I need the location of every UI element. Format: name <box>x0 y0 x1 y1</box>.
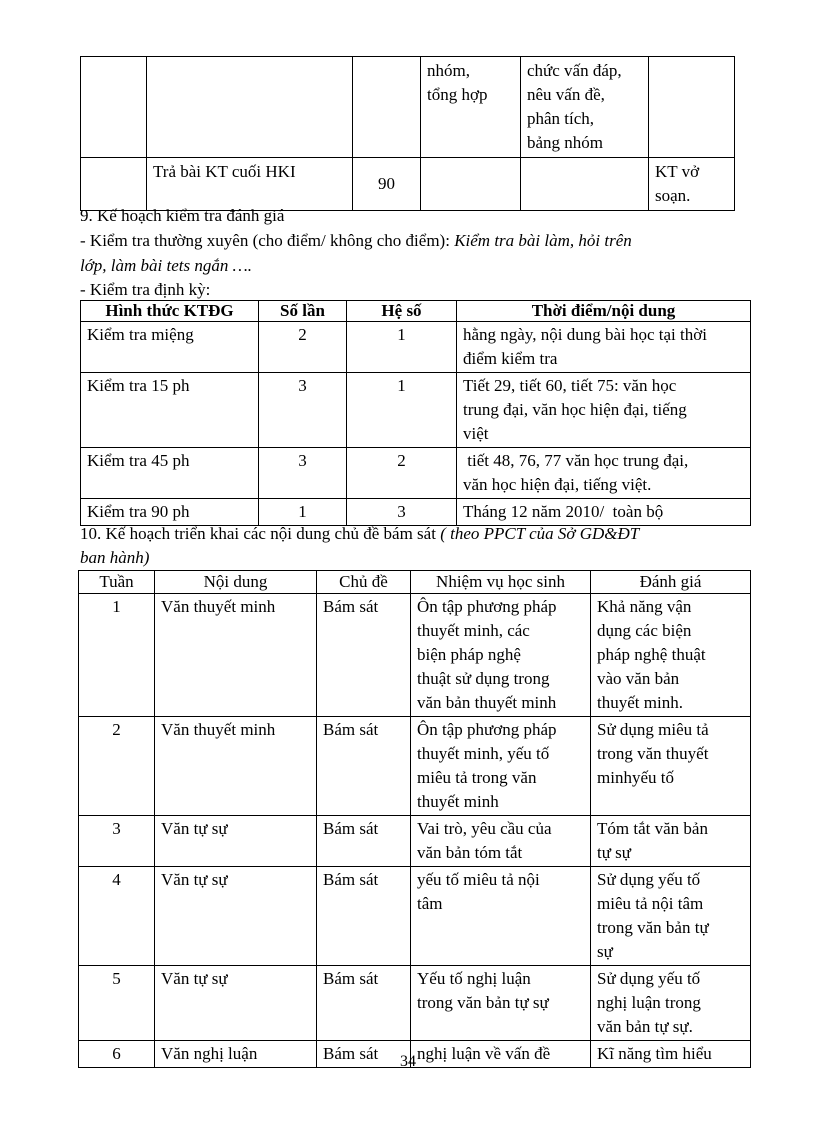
table-row <box>81 158 735 211</box>
table-row: 3 Văn tự sự Bám sát Vai trò, yêu cầu của văn bản tóm tắt Tóm tắt văn bản tự sự <box>79 816 751 867</box>
table-row: Kiểm tra 45 ph 3 2 tiết 48, 76, 77 văn học trung đại, văn học hiện đại, tiếng việt. <box>81 448 751 499</box>
header-content: Thời điểm/nội dung <box>457 301 751 322</box>
section9-heading: 9. Kế hoạch kiểm tra đánh giá <box>80 206 285 225</box>
table-row: 4 Văn tự sự Bám sát yếu tố miêu tả nội tâm Sử dụng yếu tố miêu tả nội tâm trong văn bản tự sự <box>79 867 751 966</box>
header-week: Tuần <box>79 571 155 594</box>
assessment-table <box>80 300 751 526</box>
note-cell: KT vở soạn. <box>649 158 735 211</box>
table-row: Kiểm tra 15 ph 3 1 Tiết 29, tiết 60, tiết 75: văn học trung đại, văn học hiện đại, tiếng việt <box>81 373 751 448</box>
period-cell: 90 <box>353 158 421 211</box>
technique-cell: chức vấn đáp, nêu vấn đề, phân tích, bảng nhóm <box>521 57 649 158</box>
section10-heading-note: ban hành) <box>80 548 150 567</box>
regular-check-detail: lớp, làm bài tets ngắn …. <box>80 256 252 275</box>
table-row: 5 Văn tự sự Bám sát Yếu tố nghị luận trong văn bản tự sự Sử dụng yếu tố nghị luận trong văn bản tự sự. <box>79 966 751 1041</box>
content-cell: Trả bài KT cuối HKI <box>147 158 353 211</box>
header-eval: Đánh giá <box>591 571 751 594</box>
regular-check-line: - Kiểm tra thường xuyên (cho điểm/ không cho điểm): Kiểm tra bài làm, hỏi trên <box>80 231 632 250</box>
method-cell: nhóm, tổng hợp <box>421 57 521 158</box>
table-row <box>81 57 735 158</box>
table-row: Kiểm tra 90 ph 1 3 Tháng 12 năm 2010/ toàn bộ <box>81 499 751 526</box>
periodic-check-label: - Kiểm tra định kỳ: <box>80 280 211 299</box>
continuation-table <box>80 56 735 211</box>
table-row: 6 Văn nghị luận Bám sát nghị luận về vấn đề Kĩ năng tìm hiểu <box>79 1041 751 1068</box>
table-row: 2 Văn thuyết minh Bám sát Ôn tập phương pháp thuyết minh, yếu tố miêu tả trong văn thuyết minh Sử dụng miêu tả trong văn thuyết minhyếu tố <box>79 717 751 816</box>
page-number: 34 <box>400 1053 416 1070</box>
section10-heading: 10. Kế hoạch triển khai các nội dung chủ đề bám sát ( theo PPCT của Sở GD&ĐT <box>80 524 640 543</box>
header-times: Số lần <box>259 301 347 322</box>
header-topic: Chủ đề <box>317 571 411 594</box>
header-coef: Hệ số <box>347 301 457 322</box>
header-form: Hình thức KTĐG <box>81 301 259 322</box>
header-task: Nhiệm vụ học sinh <box>411 571 591 594</box>
header-content: Nội dung <box>155 571 317 594</box>
table-header-row <box>79 571 751 594</box>
topic-plan-table <box>78 570 751 1068</box>
table-row: 1 Văn thuyết minh Bám sát Ôn tập phương pháp thuyết minh, các biện pháp nghệ thuật sử dụng trong văn bản thuyết minh Khả năng vận dụng các biện pháp nghệ thuật vào văn bản thuyết minh. <box>79 594 751 717</box>
table-row: Kiểm tra miệng 2 1 hằng ngày, nội dung bài học tại thời điểm kiểm tra <box>81 322 751 373</box>
table-header-row <box>81 301 751 322</box>
